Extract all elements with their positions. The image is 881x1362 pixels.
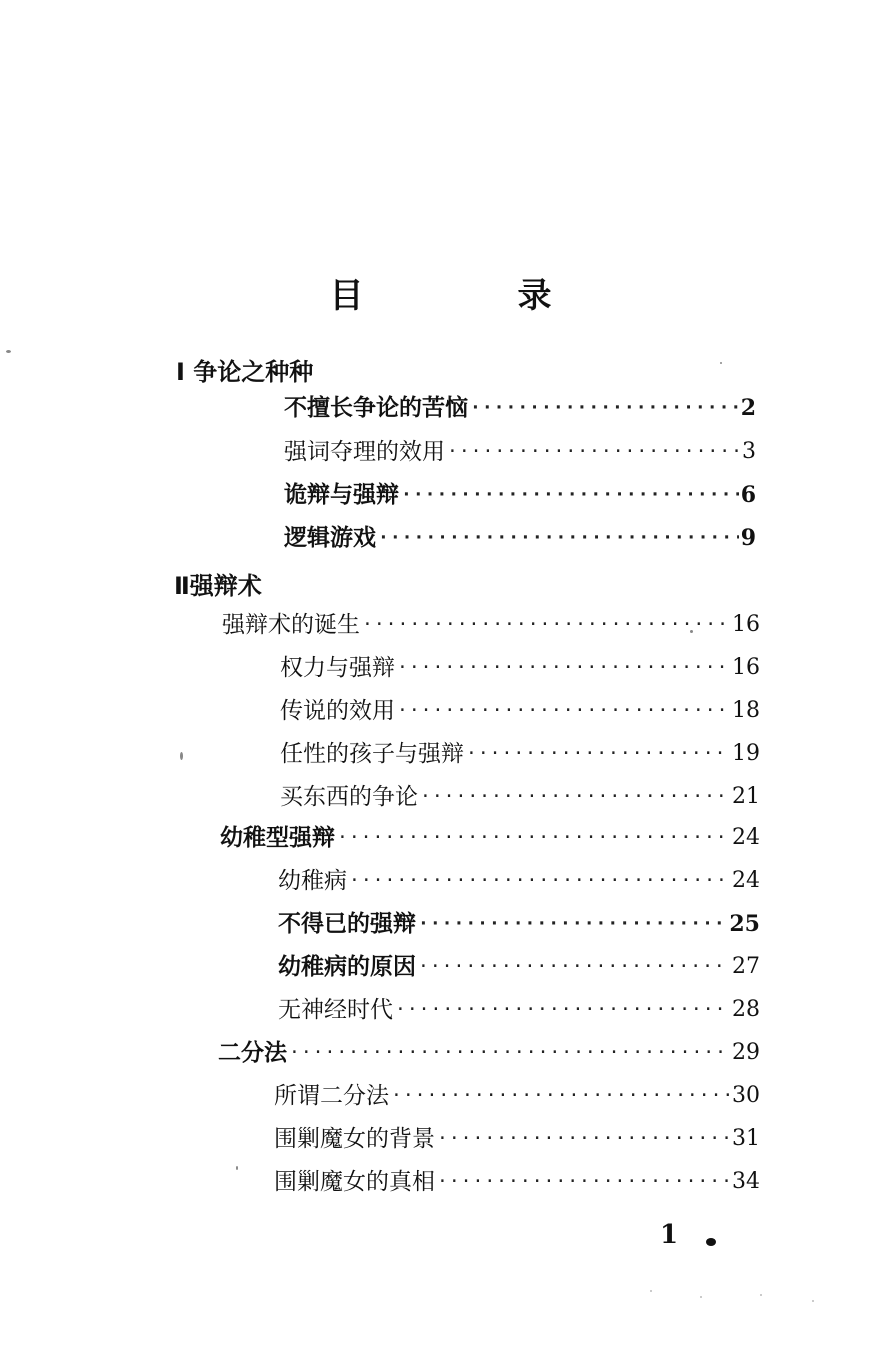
ink-speck	[706, 1238, 716, 1246]
toc-entry	[284, 479, 756, 511]
entry-page: 16	[732, 612, 760, 637]
entry-page: 9	[740, 525, 756, 551]
entry-page: 2	[740, 395, 756, 421]
entry-page: 27	[732, 954, 760, 979]
entry-page: 3	[742, 439, 756, 464]
toc-entry	[284, 522, 756, 554]
entry-title: 围剿魔女的真相	[274, 1169, 435, 1195]
entry-page: 29	[732, 1040, 760, 1065]
toc-entry	[280, 781, 760, 813]
dot-leader	[349, 865, 730, 897]
dot-leader	[420, 781, 730, 813]
toc-entry	[280, 695, 760, 727]
entry-page: 24	[732, 868, 760, 893]
entry-page: 28	[732, 997, 760, 1022]
ink-speck	[236, 1166, 238, 1170]
ink-speck	[180, 752, 183, 760]
toc-title: 目 录	[329, 276, 612, 316]
entry-title: 围剿魔女的背景	[274, 1126, 435, 1152]
ink-speck	[700, 1296, 702, 1298]
entry-title: 无神经时代	[278, 997, 393, 1023]
dot-leader	[466, 738, 730, 770]
dot-leader	[391, 1080, 730, 1112]
entry-page: 19	[732, 741, 760, 766]
entry-title: 幼稚型强辩	[220, 825, 335, 851]
dot-leader	[395, 994, 730, 1026]
section-heading-1: I 争论之种种	[176, 358, 314, 386]
entry-title: 逻辑游戏	[284, 525, 376, 551]
toc-entry	[218, 1037, 760, 1069]
entry-title: 不擅长争论的苦恼	[284, 395, 468, 421]
entry-title: 买东西的争论	[280, 784, 418, 810]
entry-title: 二分法	[218, 1040, 287, 1066]
toc-entry	[280, 738, 760, 770]
toc-entry	[284, 436, 756, 468]
dot-leader	[397, 652, 730, 684]
ink-speck	[760, 1294, 762, 1296]
entry-title: 传说的效用	[280, 698, 395, 724]
entry-title: 任性的孩子与强辩	[280, 741, 464, 767]
ink-speck	[6, 350, 11, 353]
page-number: 1	[660, 1220, 679, 1250]
entry-page: 18	[732, 698, 760, 723]
entry-title: 诡辩与强辩	[284, 482, 399, 508]
entry-title: 幼稚病	[278, 868, 347, 894]
entry-title: 幼稚病的原因	[278, 954, 416, 980]
toc-entry	[278, 951, 760, 983]
entry-page: 6	[740, 482, 756, 508]
dot-leader	[418, 951, 730, 983]
toc-entry	[278, 908, 760, 940]
dot-leader	[362, 609, 730, 641]
dot-leader	[447, 436, 740, 468]
dot-leader	[289, 1037, 730, 1069]
dot-leader	[437, 1123, 730, 1155]
entry-page: 25	[729, 911, 760, 937]
dot-leader	[337, 822, 730, 854]
dot-leader	[401, 479, 739, 511]
dot-leader	[418, 908, 727, 940]
entry-page: 16	[732, 655, 760, 680]
entry-title: 强辩术的诞生	[222, 612, 360, 638]
toc-entry	[222, 609, 760, 641]
dot-leader	[470, 392, 739, 424]
entry-title: 权力与强辩	[280, 655, 395, 681]
toc-entry	[274, 1166, 760, 1198]
entry-page: 31	[732, 1126, 760, 1151]
toc-entry	[278, 994, 760, 1026]
ink-speck	[650, 1290, 652, 1292]
toc-entry	[280, 652, 760, 684]
section-heading-2: Ⅱ强辩术	[174, 572, 262, 600]
entry-title: 所谓二分法	[274, 1083, 389, 1109]
dot-leader	[437, 1166, 730, 1198]
dot-leader	[397, 695, 730, 727]
entry-page: 21	[732, 784, 760, 809]
toc-entry	[278, 865, 760, 897]
ink-speck	[812, 1300, 814, 1302]
toc-entry	[274, 1123, 760, 1155]
toc-entry	[284, 392, 756, 424]
entry-title: 强词夺理的效用	[284, 439, 445, 465]
ink-speck	[690, 630, 693, 633]
entry-page: 30	[732, 1083, 760, 1108]
dot-leader	[378, 522, 739, 554]
entry-page: 34	[732, 1169, 760, 1194]
toc-entry	[274, 1080, 760, 1112]
toc-entry	[220, 822, 760, 854]
ink-speck	[720, 362, 722, 364]
entry-title: 不得已的强辩	[278, 911, 416, 937]
entry-page: 24	[732, 825, 760, 850]
